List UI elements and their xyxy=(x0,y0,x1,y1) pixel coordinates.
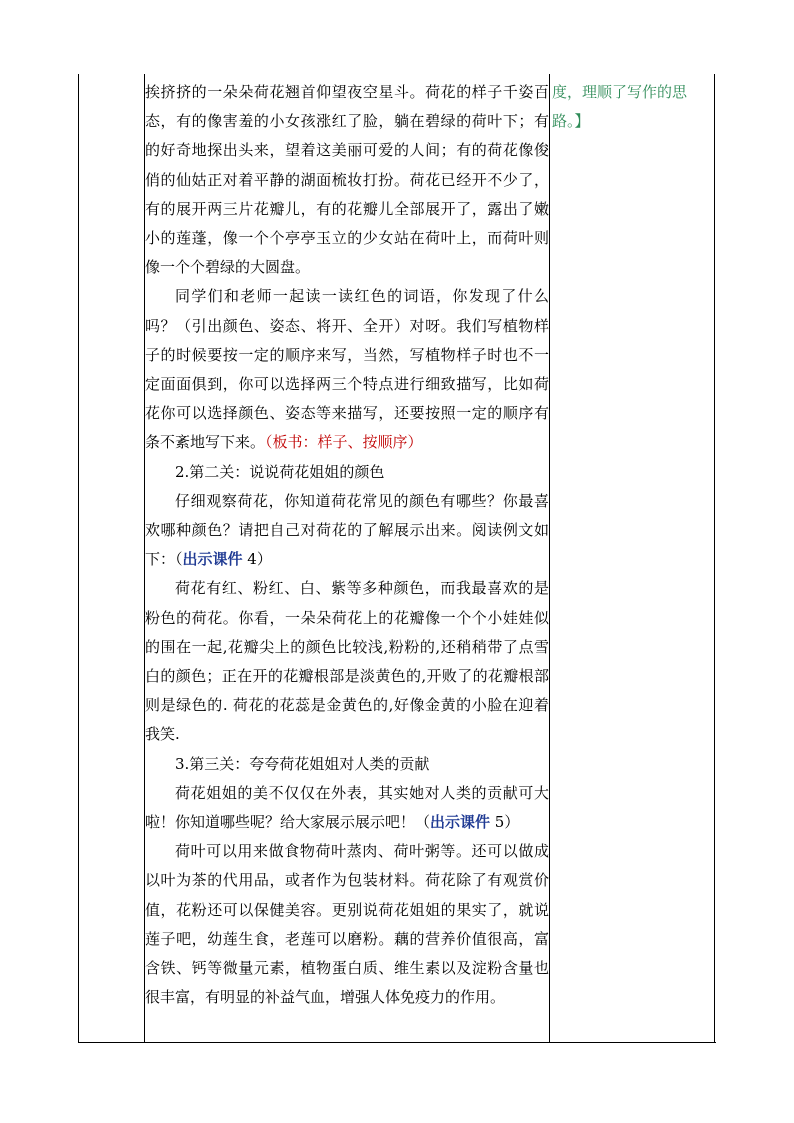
colors-prompt-text: 仔细观察荷花，你知道荷花常见的颜色有哪些？你最喜欢哪种颜色？请把自己对荷花的了解展示出来。阅读例文如下：（ xyxy=(145,491,549,569)
contribution-prompt-text: 荷花姐姐的美不仅仅在外表，其实她对人类的贡献可大啦！你知道哪些呢？给大家展示展示吧！（ xyxy=(145,783,549,832)
table-left-border xyxy=(78,74,79,1043)
design-intent-cell xyxy=(552,78,712,136)
paragraph-contribution-example: 荷叶可以用来做食物荷叶蒸肉、荷叶粥等。还可以做成以叶为茶的代用品，或者作为包装材料。荷花除了有观赏价值，花粉还可以保健美容。更别说荷花姐姐的果实了，就说莲子吧，幼莲生食，老莲可以磨粉。藕的营养价值很高，富含铁、钙等微量元素，植物蛋白质、维生素以及淀粉含量也很丰富，有明显的补益气血，增强人体免疫力的作用。 xyxy=(145,842,549,1007)
discussion-text: 同学们和老师一起读一读红色的词语，你发现了什么吗？（引出颜色、姿态、将开、全开）对呀。我们写植物样子的时候要按一定的顺序来写，当然，写植物样子时也不一定面面俱到，你可以选择两三个特点进行细致描写，比如荷花你可以选择颜色、姿态等来描写，还要按照一定的顺序有条不紊地写下来。 xyxy=(145,287,549,452)
courseware-number: 5） xyxy=(490,813,520,832)
table-bottom-border xyxy=(78,1042,716,1043)
lesson-table xyxy=(78,74,715,1043)
design-intent-note: 度，理顺了写作的思路。】 xyxy=(552,83,688,131)
table-col-divider-2 xyxy=(549,74,550,1043)
section-heading-contribution: 3.第三关：夸夸荷花姐姐对人类的贡献 xyxy=(175,754,430,773)
courseware-label: 出示课件 xyxy=(430,813,491,832)
courseware-number: 4） xyxy=(242,550,272,569)
teaching-content-cell xyxy=(145,78,549,1013)
paragraph-colors-example: 荷花有红、粉红、白、紫等多种颜色，而我最喜欢的是粉色的荷花。你看，一朵朵荷花上的花瓣像一个个小娃娃似的围在一起,花瓣尖上的颜色比较浅,粉粉的,还稍稍带了点雪白的颜色；正在开的花瓣根部是淡黄色的,开败了的花瓣根部则是绿色的. 荷花的花蕊是金黄色的,好像金黄的小脸在迎着我笑. xyxy=(145,579,549,744)
paragraph-colors-prompt xyxy=(145,487,549,575)
table-right-border xyxy=(714,74,715,1043)
paragraph-contribution-prompt xyxy=(145,779,549,837)
board-note: （板书：样子、按顺序） xyxy=(265,433,423,452)
courseware-label: 出示课件 xyxy=(182,550,243,569)
paragraph-lotus-description: 挨挤挤的一朵朵荷花翘首仰望夜空星斗。荷花的样子千姿百态，有的像害羞的小女孩涨红了脸，躺在碧绿的荷叶下；有的好奇地探出头来，望着这美丽可爱的人间；有的荷花像俊俏的仙姑正对着平静的湖面梳妆打扮。荷花已经开不少了，有的展开两三片花瓣儿，有的花瓣儿全部展开了，露出了嫩小的莲蓬，像一个个亭亭玉立的少女站在荷叶上，而荷叶则像一个个碧绿的大圆盘。 xyxy=(145,83,549,277)
section-heading-colors: 2.第二关：说说荷花姐姐的颜色 xyxy=(175,462,385,481)
paragraph-discussion xyxy=(145,282,549,457)
